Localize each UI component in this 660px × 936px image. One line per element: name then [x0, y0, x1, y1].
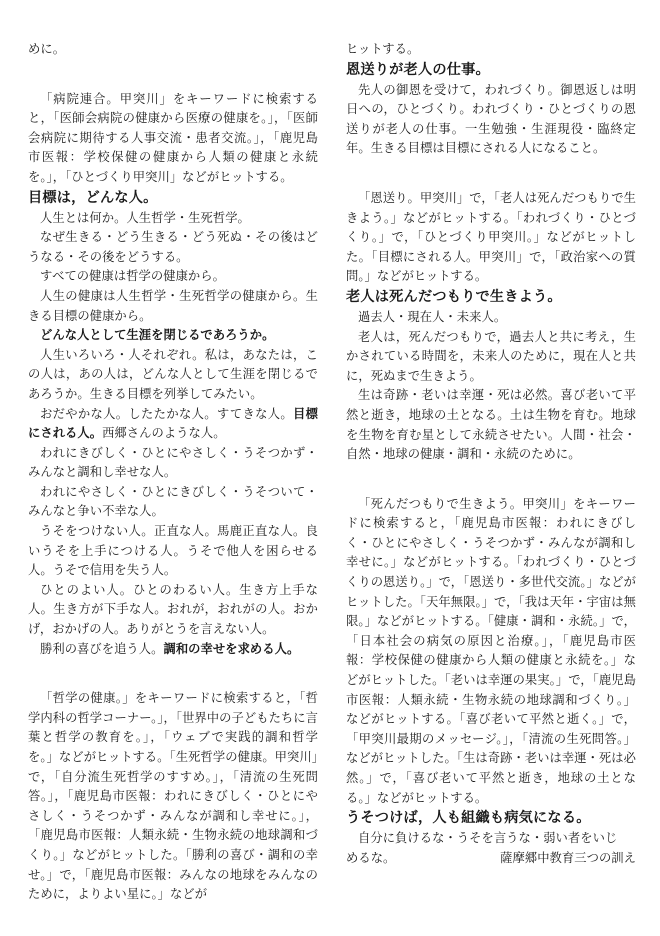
heading-mokuhyo: 目標は，どんな人。 [28, 189, 158, 206]
paragraph-odayaka [28, 405, 318, 444]
continuation-text-right: ヒットする。 [346, 42, 420, 56]
continuation-text: めに。 [28, 42, 66, 56]
paragraph-rojinwa: 老人は，死んだつもりで，過去人と共に考え，生かされている時間を，未来人のために，現在人と共に，死ぬまで生きよう。 [346, 329, 636, 383]
paragraph-wareni2: われにやさしく・ひとにきびしく・うそついて・みんなと争い不幸な人。 [28, 484, 318, 519]
paragraph-donna-bold: どんな人として生涯を閉じるであろうか。 [40, 328, 275, 343]
heading-usotsukeba: うそつけば，人も組織も病気になる。 [346, 810, 591, 827]
paragraph-naze: なぜ生きる・どう生きる・どう死ぬ・その後はどうなる・その後をどうする。 [28, 230, 318, 264]
signature-line [346, 849, 636, 869]
paragraph-uso: うそをつけない人。正直な人。馬鹿正直な人。良いうそを上手につける人。うそで他人を困らせる人。うそで信用を失う人。 [28, 524, 318, 578]
paragraph-wareni: われにきびしく・ひとにやさしく・うそつかず・みんなと調和し幸せな人。 [28, 445, 318, 480]
paragraph-sennin: 先人の御恩を受けて，われづくり。御恩返しは明日への，ひとづくり。われづくり・ひとづくりの恩送りが老人の仕事。一生勉強・生涯現役・臨終定年。生きる目標は目標にされる人になること。 [346, 82, 636, 156]
paragraph-sei: 生は奇跡・老いは幸運・死は必然。喜び老いて平然と逝き，地球の土となる。土は生物を育む。地球を生物を育む星として永続させたい。人間・社会・自然・地球の健康・調和・永続のために。 [346, 388, 636, 462]
odayaka-text: おだやかな人。したたかな人。すてきな人。 [40, 406, 294, 421]
shori-text: 勝利の喜びを追う人。 [40, 641, 164, 656]
paragraph-iroiro: 人生いろいろ・人それぞれ。私は，あなたは，この人は，あの人は，どんな人として生涯を閉じるであろうか。生きる目標を列挙してみたい。 [28, 347, 318, 401]
left-column [28, 40, 318, 905]
odayaka-bold: 目標にされる人。 [28, 406, 318, 441]
paragraph-hitono: ひとのよい人。ひとのわるい人。生き方上手な人。生き方が下手な人。おれが，おれがの人。おかげ，おかげの人。ありがとうを言えない人。 [28, 582, 318, 637]
paragraph-kako: 過去人・現在人・未来人。 [358, 309, 507, 324]
signature-text: 薩摩郷中教育三つの訓え [500, 850, 636, 865]
paragraph-jinsei: 人生とは何か。人生哲学・生死哲学。 [40, 210, 250, 225]
shori-bold: 調和の幸せを求める人。 [163, 641, 300, 656]
right-column [346, 40, 636, 868]
heading-rojin: 老人は死んだつもりで生きよう。 [346, 288, 562, 305]
paragraph-jibun-end: めるな。 [346, 850, 396, 865]
paragraph-okuri: 「恩送り。甲突川」で，「老人は死んだつもりで生きよう。」などがヒットする。「われづくり・ひとづくり。」で，「ひとづくり甲突川。」などがヒットした。「目標にされる人。甲突川」で，「政治家への質問。」などがヒットする。 [346, 190, 636, 284]
paragraph-shinda: 「死んだつもりで生きよう。甲突川」をキーワードに検索すると，「鹿児島市医報：われにきびしく・ひとにやさしく・うそつかず・みんなが調和し幸せに。」などがヒットする。「われづくり・ひとづくりの恩送り。」で，「恩送り・多世代交流。」などがヒットした。「天年無限。」で，「我は天年・宇宙は無限。」などがヒットする。「健康・調和・永続。」で，「日本社会の病気の原因と治療。」，「鹿児島市医報：学校保健の健康から人類の健康と永続を。」などがヒットした。「老いは幸運の果実。」で，「鹿児島市医報：人類永続・生物永続の地球調和づくり。」などがヒットする。「喜び老いて平然と逝く。」で，「甲突川最期のメッセージ。」，「清流の生死問答。」などがヒットした。「生は奇跡・老いは幸運・死は必然。」で，「喜び老いて平然と逝き，地球の土となる。」などがヒットする。 [346, 496, 636, 805]
heading-ongaeshi: 恩送りが老人の仕事。 [346, 61, 490, 78]
odayaka-tail: 西郷さんのような人。 [102, 426, 226, 441]
paragraph-jibun: 自分に負けるな・うそを言うな・弱い者をいじ [358, 831, 618, 846]
paragraph-shori [28, 640, 318, 660]
paragraph-kenko: 人生の健康は人生哲学・生死哲学の健康から。生きる目標の健康から。 [28, 288, 318, 323]
paragraph-byoin-rengo: 「病院連合。甲突川」をキーワードに検索すると，「医師会病院の健康から医療の健康を。」，「医師会病院に期待する人事交流・患者交流。」，「鹿児島市医報：学校保健の健康から人類の健康と永続を。」，「ひとづくり甲突川」などがヒットする。 [28, 91, 318, 184]
paragraph-subete: すべての健康は哲学の健康から。 [40, 269, 225, 284]
paragraph-tetsugaku: 「哲学の健康。」をキーワードに検索すると，「哲学内科の哲学コーナー。」，「世界中の子どもたちに言葉と哲学の教育を。」，「ウェブで実践的調和哲学を。」などがヒットする。「生死哲学の健康。甲突川」で，「自分流生死哲学のすすめ。」，「清流の生死問答。」，「鹿児島市医報：われにきびしく・ひとにやさしく・うそつかず・みんなが調和し幸せに。」，「鹿児島市医報：人類永続・生物永続の地球調和づくり。」などがヒットした。「勝利の喜び・調和の幸せ。」で，「鹿児島市医報：みんなの地球をみんなのために，よりよい星に。」などが [28, 691, 318, 902]
